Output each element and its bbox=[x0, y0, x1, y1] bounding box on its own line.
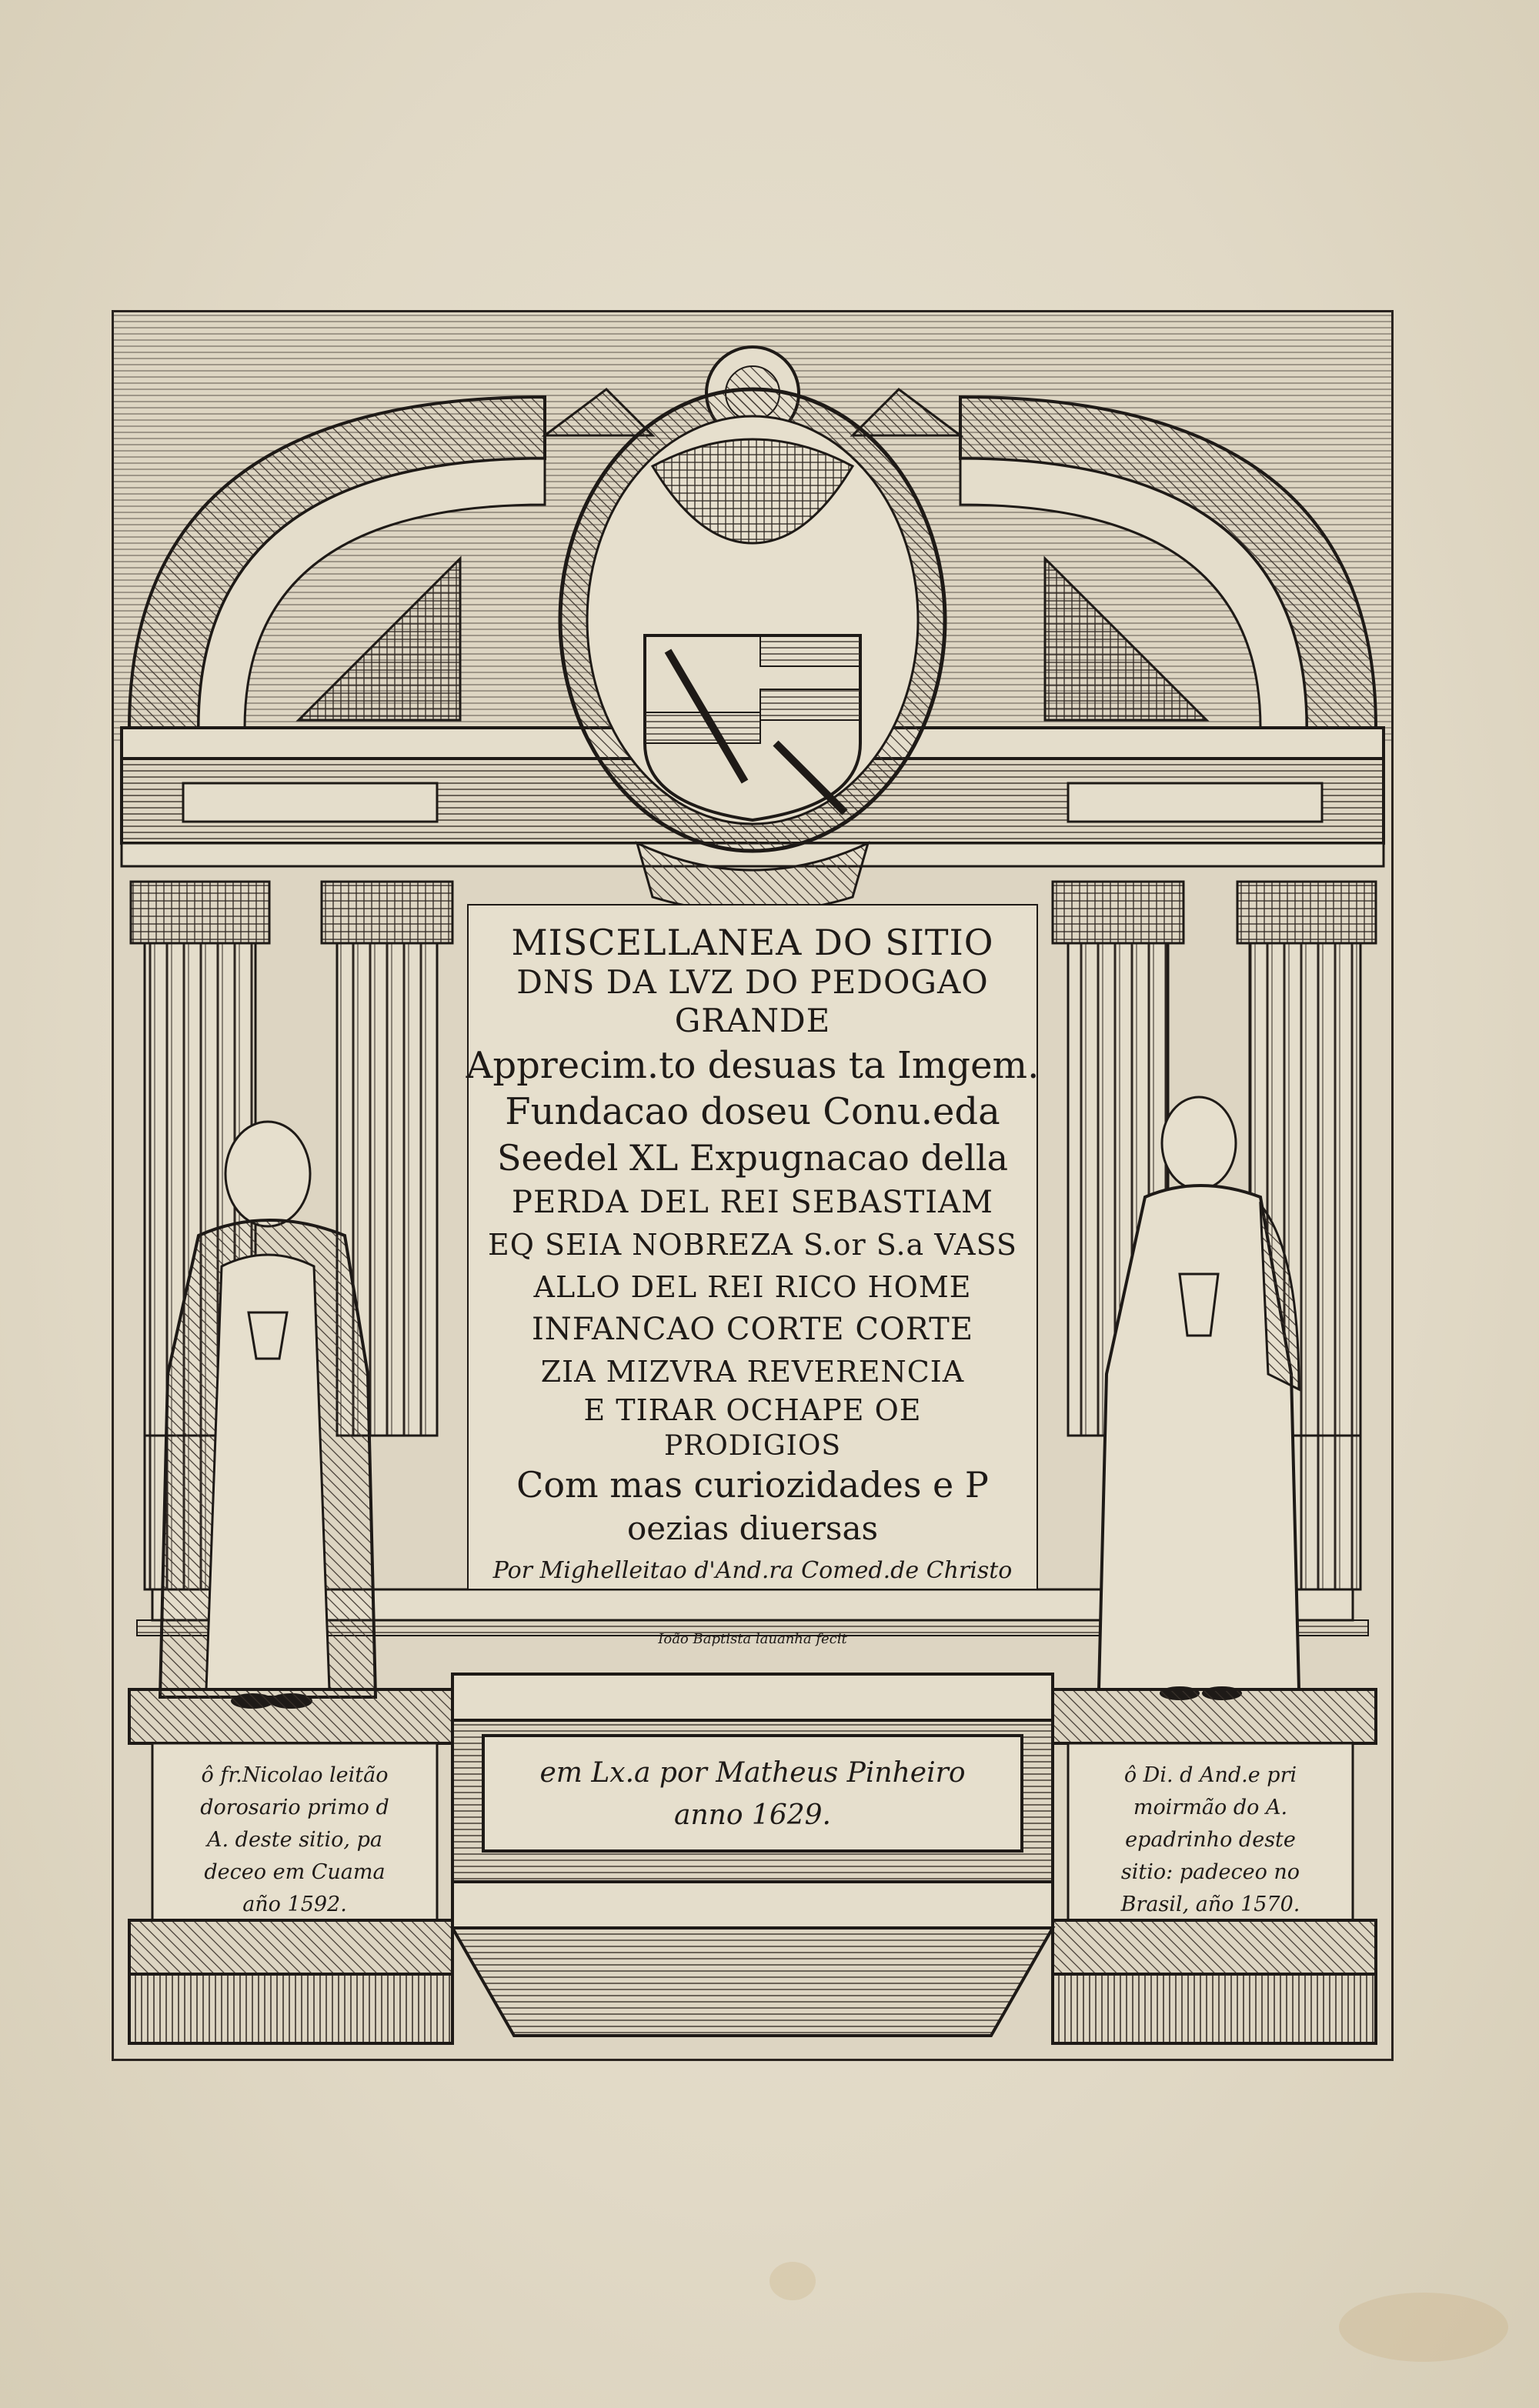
author-line: Por Mighelleitao d'And.ra Comed.de Christo bbox=[492, 1557, 1013, 1584]
paper-stain bbox=[1339, 2293, 1508, 2362]
engraving-artwork bbox=[114, 312, 1391, 2059]
imprint-line: em Lx.a por Matheus Pinheiro bbox=[539, 1757, 966, 1789]
caption-line: ô fr.Nicolao leitão bbox=[201, 1763, 389, 1787]
title-line: ZIA MIZVRA REVERENCIA bbox=[540, 1355, 965, 1389]
title-line: MISCELLANEA DO SITIO bbox=[511, 922, 994, 963]
caption-line: epadrinho deste bbox=[1125, 1828, 1296, 1852]
caption-line: A. deste sitio, pa bbox=[207, 1828, 382, 1852]
title-line: oezias diuersas bbox=[626, 1509, 879, 1547]
title-line: Com mas curiozidades e P bbox=[516, 1464, 989, 1506]
pedestal bbox=[129, 1674, 1376, 2043]
title-line: ALLO DEL REI RICO HOME bbox=[533, 1270, 972, 1304]
title-line: Fundacao doseu Conu.eda bbox=[505, 1090, 1000, 1133]
title-line: PERDA DEL REI SEBASTIAM bbox=[512, 1185, 993, 1220]
title-line: DNS DA LVZ DO PEDOGAO bbox=[516, 963, 989, 1001]
title-line: E TIRAR OCHAPE OE bbox=[583, 1393, 922, 1427]
right-caption bbox=[1120, 1763, 1300, 1916]
caption-line: sitio: padeceo no bbox=[1120, 1860, 1300, 1884]
title-line: Apprecim.to desuas ta Imgem. bbox=[466, 1044, 1040, 1087]
caption-line: ô Di. d And.e pri bbox=[1123, 1763, 1297, 1787]
title-line: GRANDE bbox=[674, 1002, 831, 1039]
caption-line: Brasil, año 1570. bbox=[1120, 1893, 1300, 1916]
caption-line: año 1592. bbox=[242, 1893, 347, 1916]
paper-stain bbox=[770, 2262, 816, 2300]
engraver-signature: Ioão Baptista lauanha fecit bbox=[658, 1631, 847, 1647]
title-line: Seedel XL Expugnacao della bbox=[497, 1137, 1008, 1179]
title-line: PRODIGIOS bbox=[663, 1430, 842, 1462]
title-line: EQ SEIA NOBREZA S.or S.a VASS bbox=[488, 1228, 1017, 1262]
engraved-frontispiece bbox=[112, 310, 1394, 2061]
caption-line: dorosario primo d bbox=[200, 1796, 389, 1819]
caption-line: moirmão do A. bbox=[1133, 1796, 1288, 1819]
caption-line: deceo em Cuama bbox=[204, 1860, 386, 1884]
imprint-year: anno 1629. bbox=[673, 1799, 832, 1831]
title-line: INFANCAO CORTE CORTE bbox=[531, 1312, 974, 1347]
